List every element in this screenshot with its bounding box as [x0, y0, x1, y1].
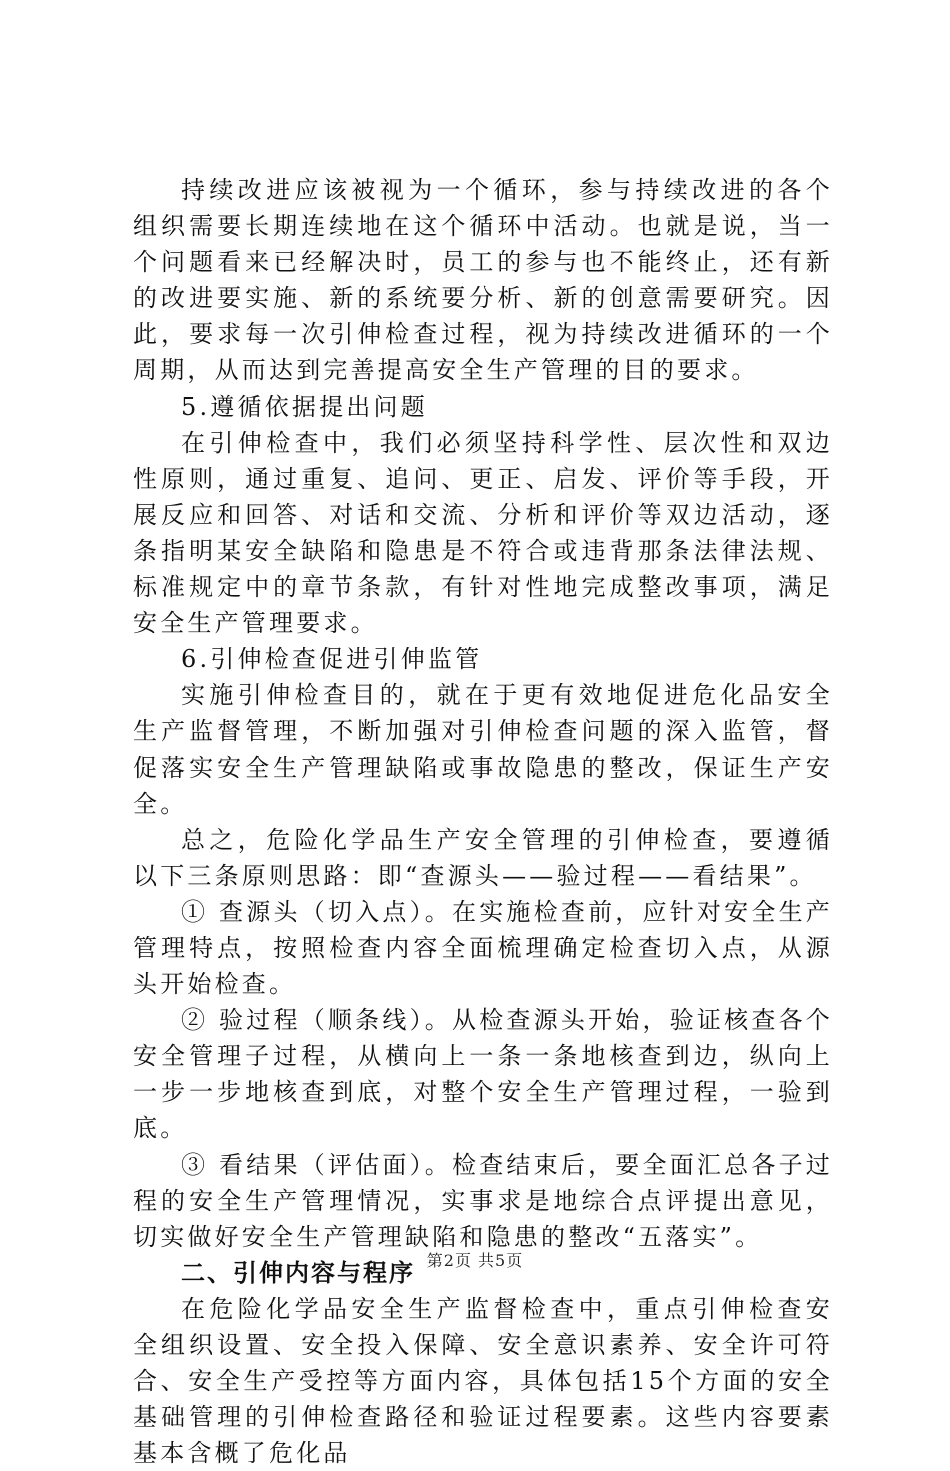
paragraph-continuous-improvement: 持续改进应该被视为一个循环，参与持续改进的各个组织需要长期连续地在这个循环中活动。也就是说，当一个问题看来已经解决时，员工的参与也不能终止，还有新的改进要实施、新的系统要分析、新的创意需要研究。因此，要求每一次引伸检查过程，视为持续改进循环的一个周期，从而达到完善提高安全生产管理的目的要求。 — [133, 176, 833, 385]
paragraph-principle-process: ② 验过程（顺条线）。从检查源头开始，验证核查各个安全管理子过程，从横向上一条一条地核查到边，纵向上一步一步地核查到底，对整个安全生产管理过程，一验到底。 — [133, 1006, 833, 1143]
paragraph-principle-result: ③ 看结果（评估面）。检查结束后，要全面汇总各子过程的安全生产管理情况，实事求是地综合点评提出意见，切实做好安全生产管理缺陷和隐患的整改“五落实”。 — [133, 1150, 833, 1251]
section-heading: 二、引伸内容与程序 — [181, 1258, 415, 1287]
paragraph-follow-basis: 在引伸检查中，我们必须坚持科学性、层次性和双边性原则，通过重复、追问、更正、启发、评价等手段，开展反应和回答、对话和交流、分析和评价等双边活动，逐条指明某安全缺陷和隐患是不符合或违背那条法律法规、标准规定中的章节条款，有针对性地完成整改事项，满足安全生产管理要求。 — [133, 428, 833, 638]
paragraph-section-content: 在危险化学品安全生产监督检查中，重点引伸检查安全组织设置、安全投入保障、安全意识素养、安全许可符合、安全生产受控等方面内容，具体包括15个方面的安全基础管理的引伸检查路径和验证过程要素。这些内容要素基本含概了危化品 — [133, 1294, 833, 1468]
subheading-follow-basis: 5.遵循依据提出问题 — [181, 392, 428, 421]
paragraph-summary: 总之，危险化学品生产安全管理的引伸检查，要遵循以下三条原则思路：即“查源头——验过程——看结果”。 — [133, 825, 833, 890]
page-number-footer: 第2页 共5页 — [426, 1251, 524, 1270]
document-body — [133, 172, 833, 1471]
paragraph-principle-source: ① 查源头（切入点）。在实施检查前，应针对安全生产管理特点，按照检查内容全面梳理确定检查切入点，从源头开始检查。 — [133, 897, 833, 999]
subheading-promote-supervision: 6.引伸检查促进引伸监管 — [181, 645, 483, 674]
paragraph-promote-supervision: 实施引伸检查目的，就在于更有效地促进危化品安全生产监督管理，不断加强对引伸检查问题的深入监管，督促落实安全生产管理缺陷或事故隐患的整改，保证生产安全。 — [133, 681, 833, 818]
